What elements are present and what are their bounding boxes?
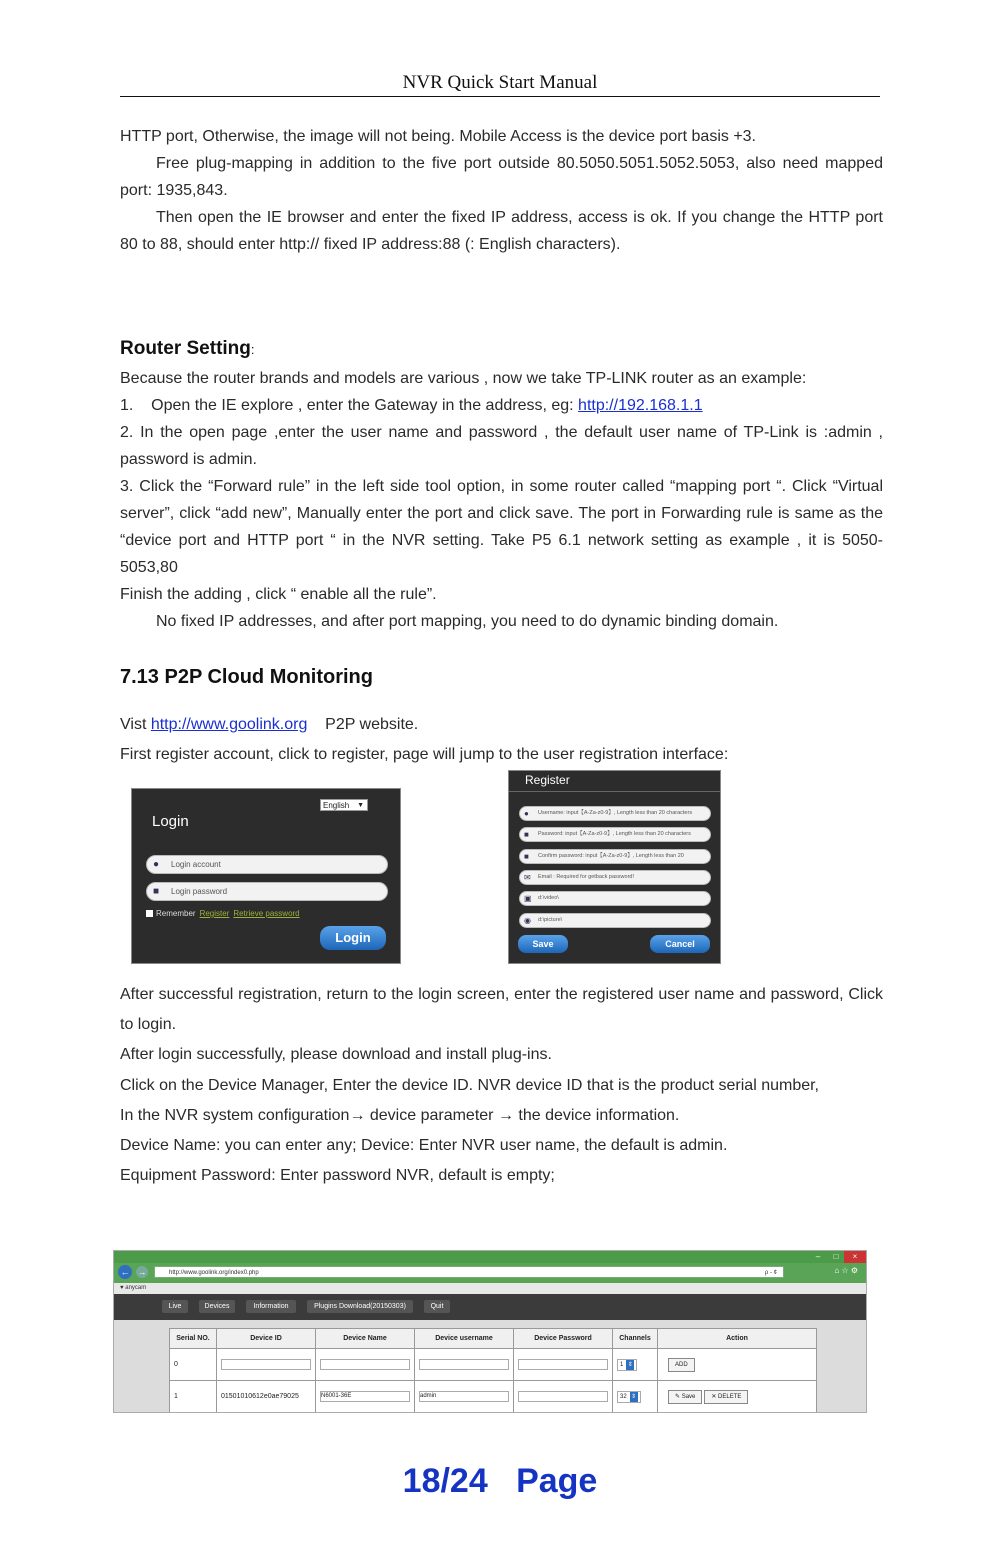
table-row [170,1349,817,1381]
nav-plugins-download[interactable]: Plugins Download(20150303) [307,1300,413,1313]
remember-checkbox[interactable] [146,910,153,917]
equipment-password-step: Equipment Password: Enter password NVR, default is empty; [120,1167,555,1185]
lock-icon: ■ [524,830,529,839]
heart-icon: ♥ [120,1285,124,1291]
register-link[interactable]: Register [199,909,230,918]
edit-icon: ✎ [675,1393,682,1400]
register-picture-path: d:\picture\ [538,917,563,923]
spinner-icon: ⇕ [627,1361,633,1368]
table-row [170,1381,817,1413]
intro-paragraph-1: HTTP port, Otherwise, the image will not being. Mobile Access is the device port basis +3. [120,128,756,145]
gateway-link[interactable]: http://192.168.1.1 [578,397,703,414]
channels-select[interactable] [617,1391,641,1403]
p2p-heading: 7.13 P2P Cloud Monitoring [120,666,373,688]
video-icon: ▣ [524,894,532,903]
device-name-input[interactable]: N6001-36E [320,1391,410,1402]
visit-prefix: Vist [120,716,151,733]
username-cell [415,1349,514,1381]
remember-row [146,909,300,918]
password-input[interactable] [518,1359,608,1370]
router-note: No fixed IP addresses, and after port mapping, you need to do dynamic binding domain. [156,613,779,630]
after-registration: After successful registration, return to the login screen, enter the registered user name and password, Click to login. [120,986,883,1034]
router-step-3: 3. Click the “Forward rule” in the left side tool option, in some router called “mapping port “. Click “Virtual server”, click “add new”, Manually enter the port and click save. The port in Forwarding rule is same as the “device port and HTTP port “ in the NVR setting. Take P5 6.1 network setting as example , it is 5050-5053,80 [120,478,883,576]
router-finish: Finish the adding , click “ enable all the rule”. [120,586,437,603]
page-number: 18/24 Page [402,1462,598,1500]
back-icon[interactable]: ← [118,1265,132,1279]
router-step-2: 2. In the open page ,enter the user name and password , the default user name of TP-Link is :admin , password is admin. [120,424,883,468]
login-button[interactable]: Login [320,926,386,950]
add-button[interactable]: ADD [668,1358,695,1372]
device-id-cell [217,1349,316,1381]
goolink-link[interactable]: http://www.goolink.org [150,716,308,733]
action-cell [658,1381,817,1413]
p2p-steps [120,980,883,1191]
register-confirm-input[interactable] [519,849,711,864]
device-name-input[interactable] [320,1359,410,1370]
register-picture-path-input[interactable] [519,913,711,928]
delete-button[interactable] [704,1390,748,1404]
language-value: English [323,801,350,810]
intro-paragraph-2: Free plug-mapping in addition to the five port outside 80.5050.5051.5052.5053, also need mapped port: 1935,843. [120,155,883,199]
spinner-icon: ⇕ [631,1393,637,1400]
table-header-row [170,1329,817,1349]
col-device-name: Device Name [316,1329,415,1349]
p2p-intro [120,710,883,770]
channels-value: 32 [620,1393,627,1400]
col-device-id: Device ID [217,1329,316,1349]
serial-cell: 0 [170,1349,217,1381]
minimize-icon[interactable]: – [815,1252,821,1261]
col-channels: Channels [613,1329,658,1349]
device-table [169,1328,817,1413]
register-divider [509,791,720,792]
save-label: Save [681,1393,696,1400]
url-text: http://www.goolink.org/index0.php [169,1270,259,1276]
channels-value: 1 [620,1361,624,1368]
username-input[interactable] [419,1359,509,1370]
after-login: After login successfully, please download and install plug-ins. [120,1046,552,1064]
password-input[interactable] [518,1391,608,1402]
register-password-input[interactable] [519,827,711,842]
browser-window [113,1250,867,1413]
dropdown-arrow-icon: ▼ [357,802,364,809]
visit-line [120,710,883,740]
home-star-gear-icon[interactable]: ⌂ ☆ ⚙ [834,1266,858,1275]
login-account-input[interactable] [146,855,388,874]
action-cell [658,1349,817,1381]
router-heading [120,338,255,360]
browser-titlebar [114,1251,866,1263]
register-video-path-input[interactable] [519,891,711,906]
page-header: NVR Quick Start Manual [402,72,598,93]
site-nav [114,1294,866,1320]
remember-label: Remember [156,909,196,918]
col-action: Action [658,1329,817,1349]
device-id-cell: 01501010612e0ae79025 [217,1381,316,1413]
register-password-placeholder: Password: input【A-Za-z0-9】, Length less than 20 characters [538,831,691,837]
username-cell [415,1381,514,1413]
lock-icon: ■ [153,886,160,897]
delete-label: DELETE [718,1393,742,1400]
device-name-cell [316,1381,415,1413]
channels-cell [613,1381,658,1413]
intro-paragraph-3: Then open the IE browser and enter the fixed IP address, access is ok. If you change the HTTP port 80 to 88, should enter http:// fixed IP address:88 (: English characters). [120,209,883,253]
login-password-input[interactable] [146,882,388,901]
header-rule [120,96,880,97]
col-device-username: Device username [415,1329,514,1349]
save-button[interactable] [668,1390,702,1404]
register-dialog [508,770,721,964]
browser-tab[interactable] [114,1283,866,1294]
forward-icon[interactable]: → [137,1267,147,1277]
router-step-1 [120,392,883,419]
maximize-icon[interactable]: □ [833,1252,839,1261]
password-cell [514,1381,613,1413]
device-name-step: Device Name: you can enter any; Device: Enter NVR user name, the default is admin. [120,1137,728,1155]
user-icon: ● [524,809,529,818]
nav-information[interactable]: Information [246,1300,296,1313]
router-heading-colon: : [250,342,255,357]
device-name-cell [316,1349,415,1381]
channels-select[interactable] [617,1359,637,1371]
register-video-path: d:\video\ [538,895,559,901]
col-device-password: Device Password [514,1329,613,1349]
device-manager-step: Click on the Device Manager, Enter the device ID. NVR device ID that is the product serial number, [120,1076,819,1094]
system-config-step: In the NVR system configuration→ device parameter → the device information. [120,1106,680,1124]
register-confirm-placeholder: Confirm password: input【A-Za-z0-9】, Length less than 20 [538,853,684,859]
router-intro: Because the router brands and models are various , now we take TP-LINK router as an example: [120,370,807,387]
login-dialog [131,788,401,964]
login-title: Login [152,813,189,830]
register-email-input[interactable] [519,870,711,885]
register-save-button[interactable]: Save [518,935,568,953]
camera-icon: ◉ [524,916,531,925]
url-input[interactable] [154,1266,784,1278]
intro-section [120,123,883,258]
router-heading-text: Router Setting [120,338,251,359]
register-title: Register [525,773,570,787]
delete-icon: ✕ [711,1393,719,1400]
tab-label: anycam [125,1285,147,1291]
language-select[interactable] [320,799,368,811]
mail-icon: ✉ [524,873,531,882]
user-icon: ● [153,859,160,870]
register-email-placeholder: Email : Required for getback password! [538,874,634,880]
login-account-placeholder: Login account [171,860,221,869]
lock-icon: ■ [524,852,529,861]
register-line: First register account, click to register, page will jump to the user registration interface: [120,746,729,763]
login-password-placeholder: Login password [171,887,228,896]
device-id-input[interactable] [221,1359,311,1370]
col-serial: Serial NO. [170,1329,217,1349]
search-icon[interactable]: ρ - ¢ [764,1270,777,1276]
channels-cell [613,1349,658,1381]
register-cancel-button[interactable]: Cancel [650,935,710,953]
nav-devices[interactable]: Devices [199,1300,235,1313]
close-icon[interactable]: × [844,1251,866,1263]
router-step-1-text: 1. Open the IE explore , enter the Gateway in the address, eg: [120,397,579,414]
serial-cell: 1 [170,1381,217,1413]
visit-suffix: P2P website. [307,716,419,733]
nav-quit[interactable]: Quit [424,1300,450,1313]
register-username-placeholder: Username: input【A-Za-z0-9】, Length less than 20 characters [538,810,693,816]
router-section [120,365,883,635]
retrieve-password-link[interactable]: Retrieve password [233,909,300,918]
username-input[interactable]: admin [419,1391,509,1402]
device-list-area [114,1320,866,1413]
password-cell [514,1349,613,1381]
nav-live[interactable]: Live [162,1300,188,1313]
register-username-input[interactable] [519,806,711,821]
